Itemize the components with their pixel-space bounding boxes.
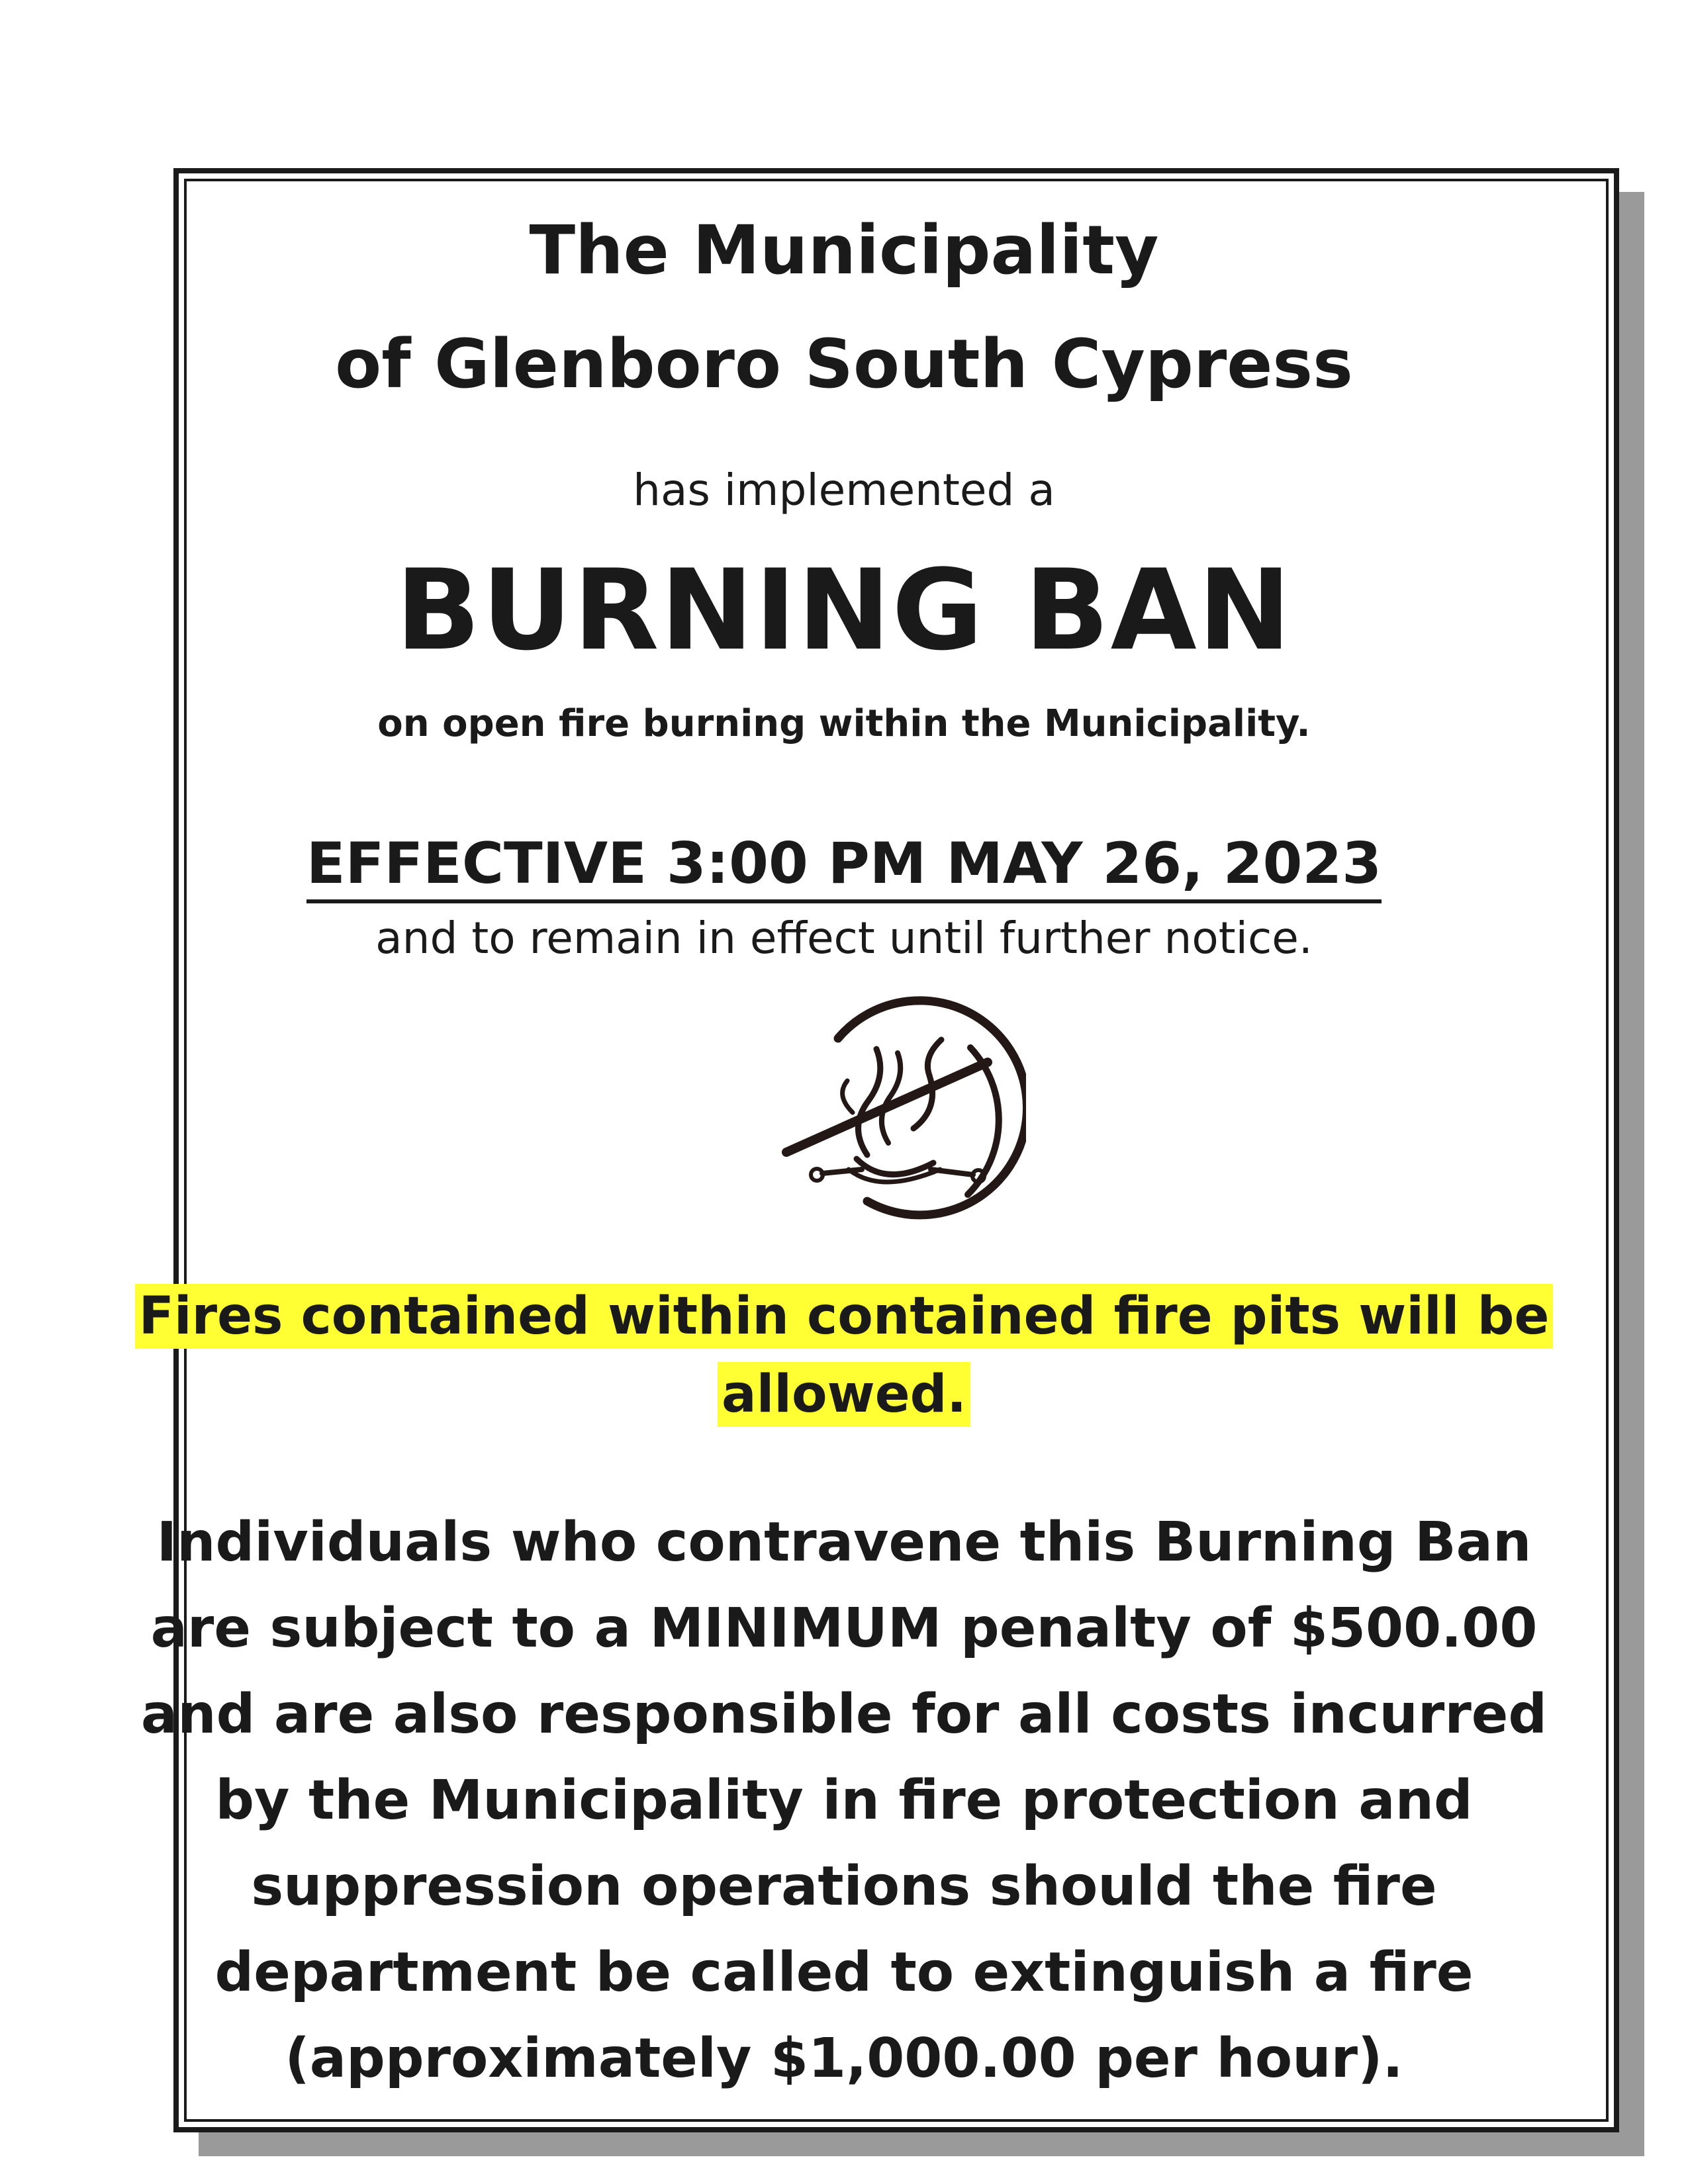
duration-text: and to remain in effect until further notice. bbox=[375, 913, 1313, 964]
effective-date-text: EFFECTIVE 3:00 PM MAY 26, 2023 bbox=[306, 831, 1382, 903]
headline: BURNING BAN bbox=[395, 545, 1293, 675]
penalty-line-1: Individuals who contravene this Burning Ban bbox=[156, 1511, 1532, 1574]
exception-line-2-text: allowed. bbox=[718, 1362, 970, 1427]
title-line-2: of Glenboro South Cypress bbox=[335, 325, 1353, 404]
exception-line-2 bbox=[0, 1365, 1688, 1424]
exception-line-1-text: Fires contained within contained fire pits will be bbox=[135, 1284, 1554, 1349]
penalty-line-2: are subject to a MINIMUM penalty of $500.00 bbox=[150, 1597, 1538, 1660]
penalty-line-6: department be called to extinguish a fire bbox=[214, 1941, 1474, 2004]
intro-text: has implemented a bbox=[633, 465, 1055, 516]
no-fire-icon bbox=[774, 996, 1026, 1221]
penalty-line-5: suppression operations should the fire bbox=[251, 1855, 1437, 1918]
scope-text: on open fire burning within the Municipality. bbox=[377, 702, 1311, 745]
penalty-line-7: (approximately $1,000.00 per hour). bbox=[285, 2027, 1403, 2090]
exception-line-1 bbox=[0, 1287, 1688, 1346]
effective-date bbox=[0, 831, 1688, 897]
title-line-1: The Municipality bbox=[529, 211, 1159, 290]
penalty-line-4: by the Municipality in fire protection and bbox=[215, 1769, 1473, 1832]
penalty-line-3: and are also responsible for all costs incurred bbox=[140, 1683, 1548, 1746]
